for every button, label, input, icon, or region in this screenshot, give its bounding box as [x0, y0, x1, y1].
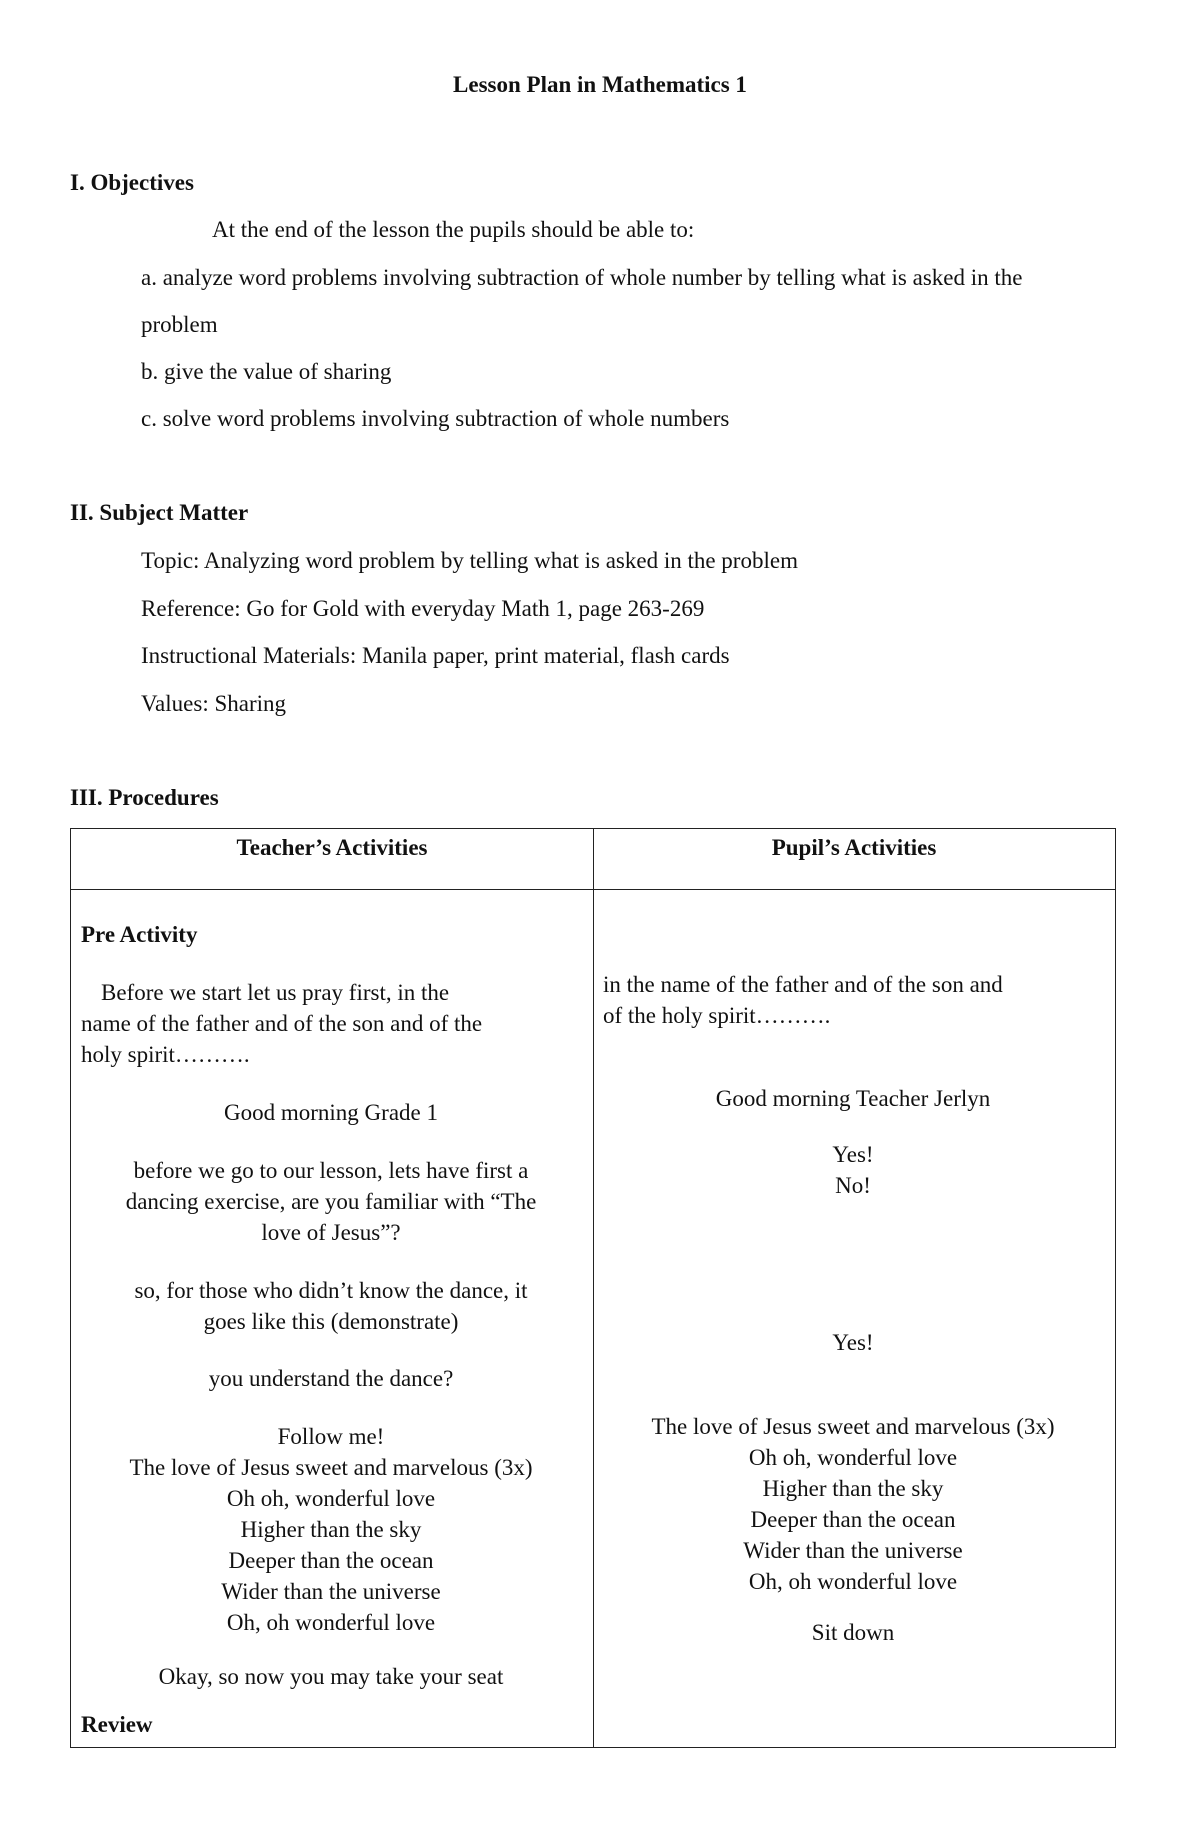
teacher-prayer-line3: holy spirit……….	[81, 1042, 250, 1067]
pupil-prayer	[603, 969, 1103, 1031]
pre-activity-label: Pre Activity	[81, 922, 198, 947]
review-label: Review	[81, 1712, 153, 1737]
teacher-prayer	[81, 977, 581, 1070]
pupil-prayer-line1: in the name of the father and of the son and	[603, 972, 1003, 997]
procedures-table	[70, 828, 1116, 1748]
pupil-song-line1: The love of Jesus sweet and marvelous (3x)	[651, 1414, 1055, 1439]
pupil-no: No!	[835, 1173, 871, 1198]
teacher-song-line4: Deeper than the ocean	[228, 1548, 434, 1573]
header-teacher-activities: Teacher’s Activities	[236, 835, 428, 860]
teacher-take-seat: Okay, so now you may take your seat	[158, 1664, 504, 1689]
teacher-understand-question: you understand the dance?	[208, 1366, 454, 1391]
teacher-dance-intro	[81, 1155, 581, 1248]
pupil-song	[603, 1411, 1103, 1597]
teacher-song-line5: Wider than the universe	[221, 1579, 441, 1604]
table-column-divider	[593, 829, 594, 1747]
teacher-dance-line3: love of Jesus”?	[261, 1220, 401, 1245]
teacher-demo-line2: goes like this (demonstrate)	[203, 1309, 459, 1334]
teacher-demo-line1: so, for those who didn’t know the dance, it	[134, 1278, 528, 1303]
objectives-heading: I. Objectives	[70, 170, 194, 195]
pupil-song-line4: Deeper than the ocean	[750, 1507, 956, 1532]
teacher-song-line3: Higher than the sky	[240, 1517, 422, 1542]
document-title: Lesson Plan in Mathematics 1	[453, 72, 747, 97]
pupil-yes: Yes!	[832, 1142, 874, 1167]
objective-a-line2: problem	[141, 312, 218, 337]
subject-values: Values: Sharing	[141, 691, 287, 716]
pupil-prayer-line2: of the holy spirit……….	[603, 1003, 831, 1028]
teacher-demonstrate	[81, 1275, 581, 1337]
objective-a-line1: a. analyze word problems involving subtraction of whole number by telling what is asked in the	[141, 265, 1023, 290]
table-header-divider	[71, 889, 1115, 890]
teacher-dance-line2: dancing exercise, are you familiar with “The	[125, 1189, 537, 1214]
header-pupil-activities: Pupil’s Activities	[771, 835, 937, 860]
teacher-song	[81, 1421, 581, 1638]
pupil-song-line2: Oh oh, wonderful love	[748, 1445, 958, 1470]
teacher-song-line1: The love of Jesus sweet and marvelous (3x)	[129, 1455, 533, 1480]
teacher-follow-me: Follow me!	[277, 1424, 385, 1449]
teacher-dance-line1: before we go to our lesson, lets have first a	[133, 1158, 529, 1183]
teacher-song-line2: Oh oh, wonderful love	[226, 1486, 436, 1511]
teacher-prayer-line1: Before we start let us pray first, in the	[101, 980, 450, 1005]
subject-materials: Instructional Materials: Manila paper, print material, flash cards	[141, 643, 730, 668]
teacher-prayer-line2: name of the father and of the son and of the	[81, 1011, 483, 1036]
objective-b: b. give the value of sharing	[141, 359, 392, 384]
pupil-song-line6: Oh, oh wonderful love	[748, 1569, 958, 1594]
teacher-song-line6: Oh, oh wonderful love	[226, 1610, 436, 1635]
pupil-response-familiar	[603, 1139, 1103, 1201]
pupil-song-line3: Higher than the sky	[762, 1476, 944, 1501]
objective-c: c. solve word problems involving subtraction of whole numbers	[141, 406, 730, 431]
subject-topic: Topic: Analyzing word problem by telling what is asked in the problem	[141, 548, 798, 573]
subject-matter-heading: II. Subject Matter	[70, 500, 249, 525]
teacher-greeting: Good morning Grade 1	[224, 1100, 438, 1125]
procedures-heading: III. Procedures	[70, 785, 219, 810]
objectives-intro: At the end of the lesson the pupils should be able to:	[212, 217, 695, 242]
pupil-yes-understand: Yes!	[832, 1330, 874, 1355]
subject-reference: Reference: Go for Gold with everyday Math 1, page 263-269	[141, 596, 705, 621]
pupil-sit-down: Sit down	[811, 1620, 895, 1645]
pupil-greeting: Good morning Teacher Jerlyn	[715, 1086, 991, 1111]
pupil-song-line5: Wider than the universe	[743, 1538, 963, 1563]
